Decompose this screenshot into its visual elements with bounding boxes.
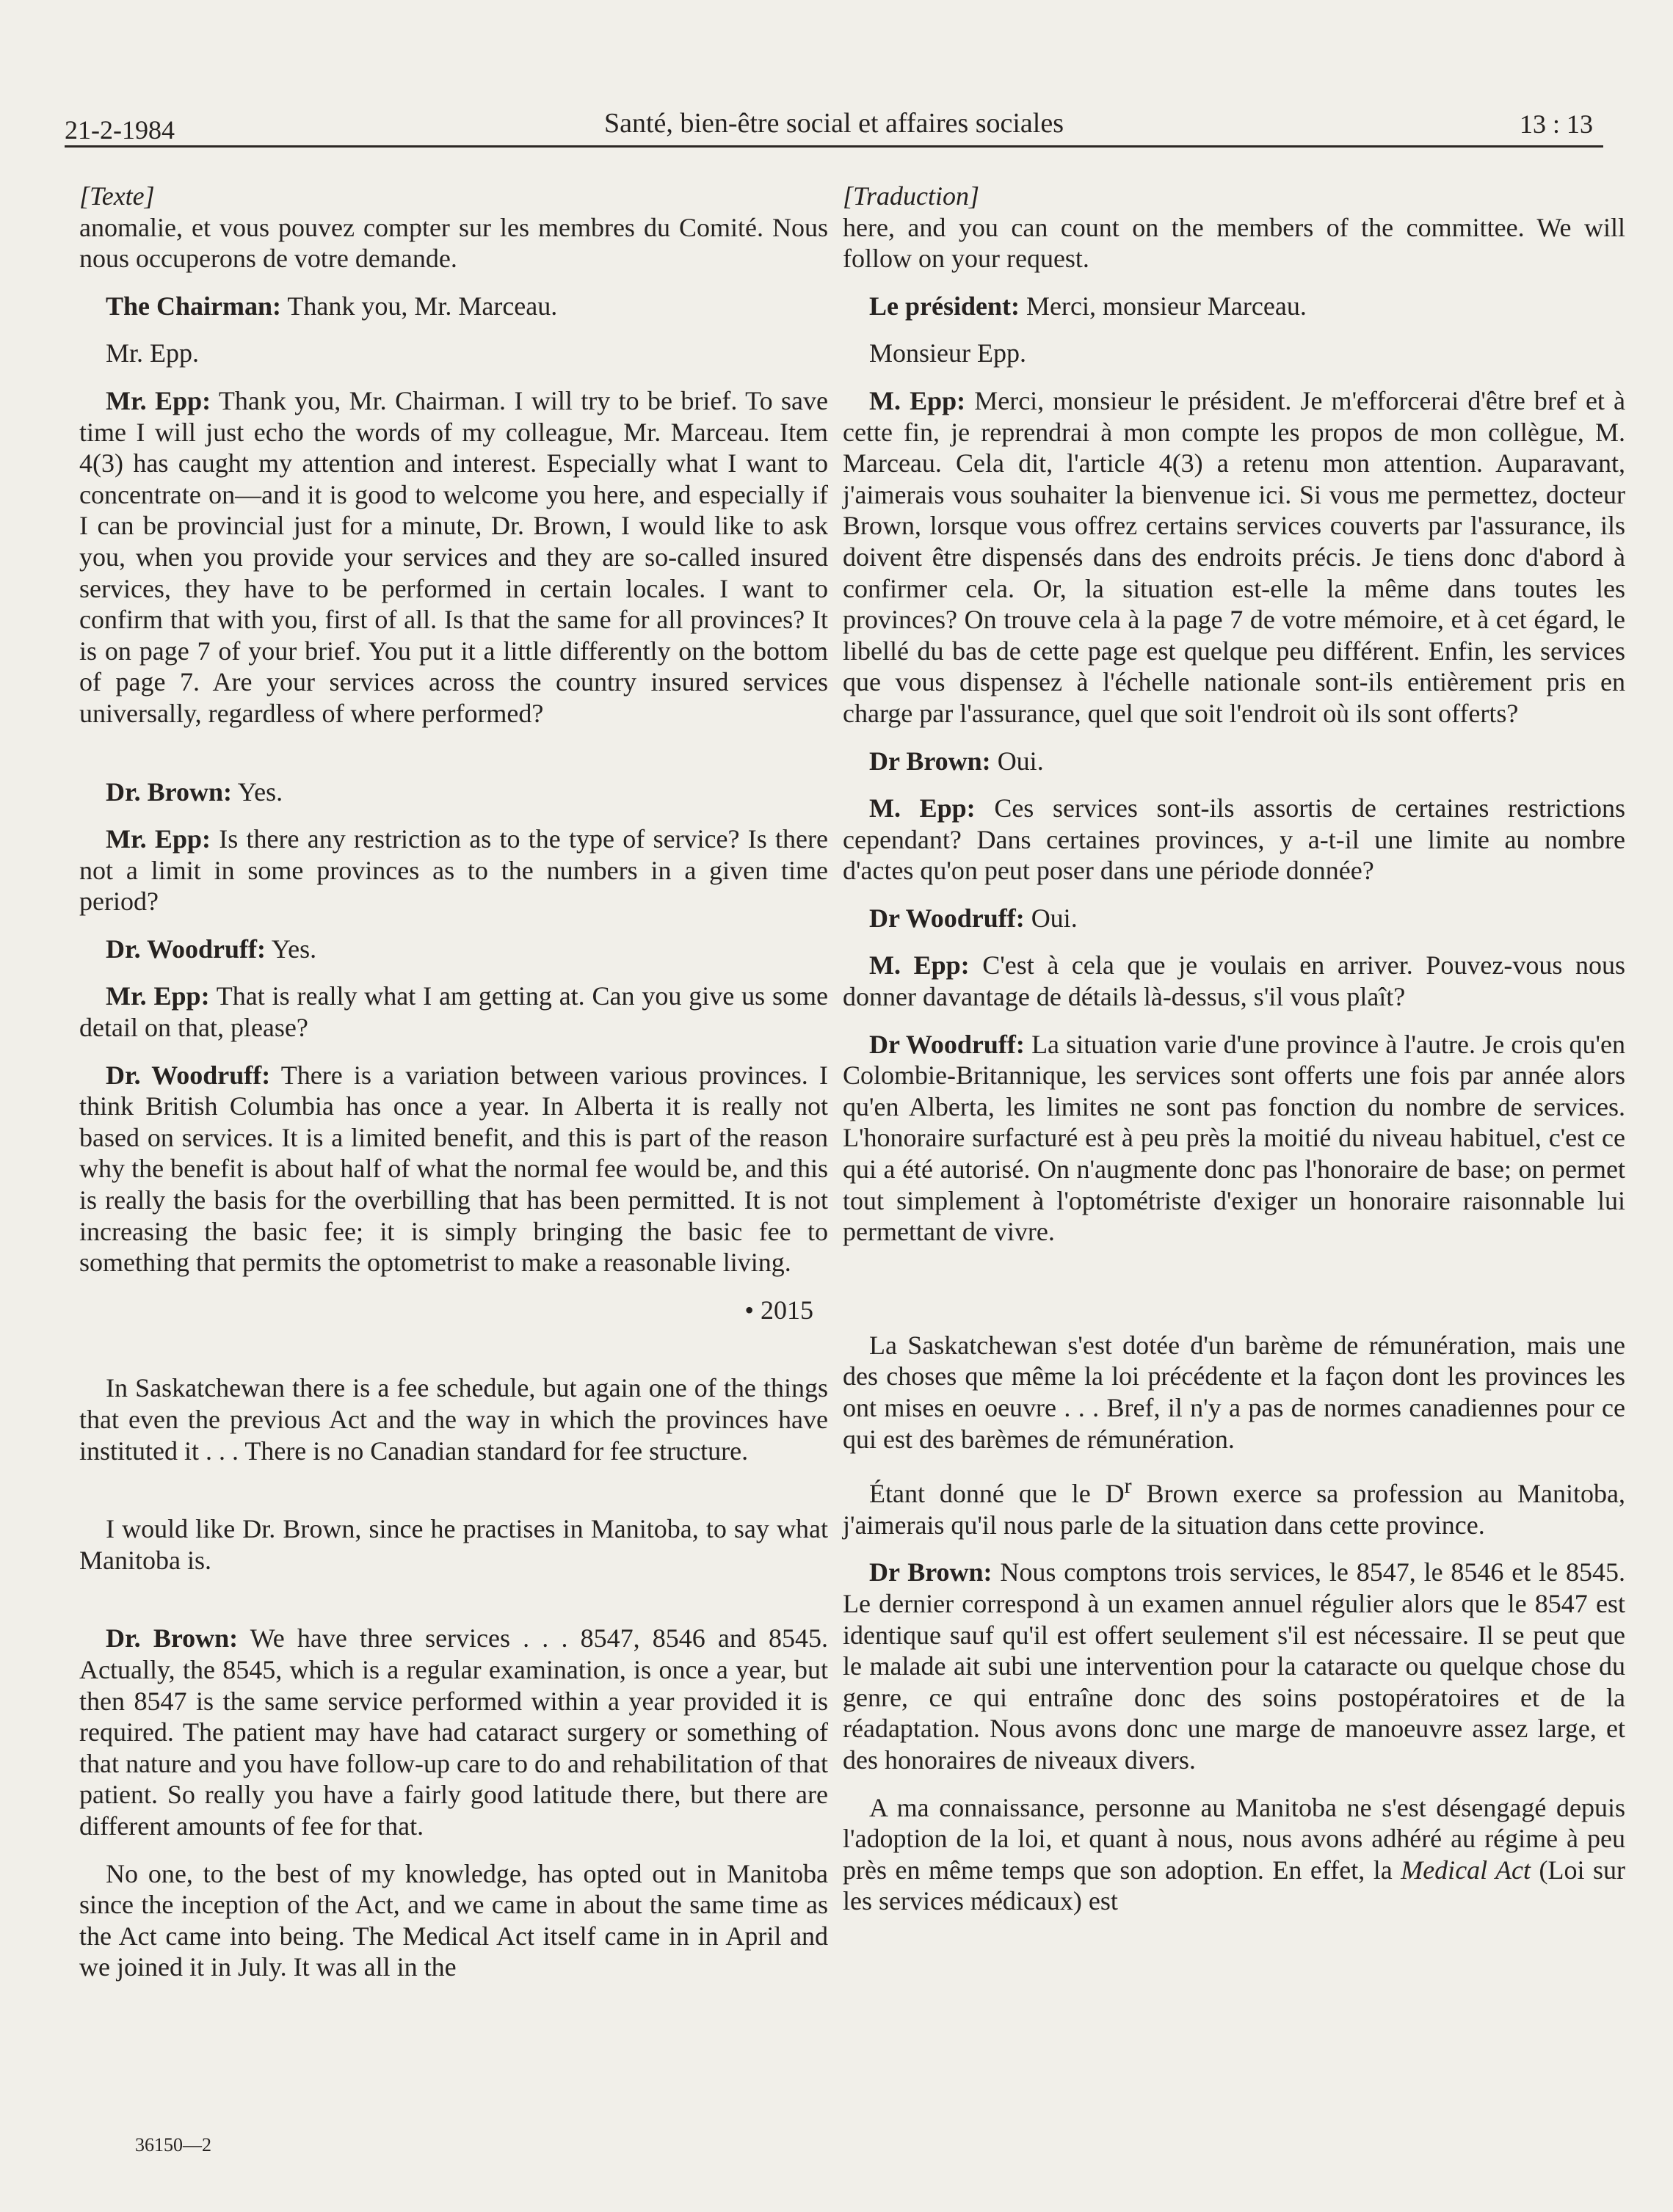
paragraph: anomalie, et vous pouvez compter sur les membres du Comité. Nous nous occuperons de votre demande. xyxy=(79,212,828,274)
speaker-paragraph xyxy=(843,903,1625,934)
paragraph: La Saskatchewan s'est dotée d'un barème de rémunération, mais une des choses que même la loi précédente et la façon dont les provinces les ont mises en oeuvre . . . Bref, il n'y a pas de normes canadiennes pour ce qui est des barèmes de rémunération. xyxy=(843,1330,1625,1454)
speaker-paragraph xyxy=(79,1623,828,1841)
speaker-paragraph xyxy=(843,793,1625,887)
speaker-name: Dr Woodruff: xyxy=(869,1029,1025,1059)
speaker-paragraph xyxy=(79,981,828,1043)
speaker-name: Dr. Woodruff: xyxy=(106,1060,271,1090)
speaker-paragraph xyxy=(843,950,1625,1012)
speaker-name: Le président: xyxy=(869,291,1020,321)
speech-text: There is a variation between various provinces. I think British Columbia has once a year. In Alberta it is really not based on services. It is a limited benefit, and this is part of the reason why the benefit is about half of what the normal fee would be, and this is really the basis for the overbilling that has been permitted. It is not increasing the basic fee; it is simply bringing the basic fee to something that permits the optometrist to make a reasonable living. xyxy=(79,1060,828,1278)
speaker-paragraph xyxy=(79,291,828,322)
column-label: [Traduction] xyxy=(843,181,980,211)
speaker-name: Dr Brown: xyxy=(869,746,991,776)
speech-text: Yes. xyxy=(232,776,283,807)
speech-text: Thank you, Mr. Marceau. xyxy=(281,291,558,321)
speaker-name: Dr. Brown: xyxy=(106,776,233,807)
speaker-name: M. Epp: xyxy=(869,950,970,981)
speech-text: Is there any restriction as to the type of service? Is there not a limit in some provinces as to the numbers in a given time period? xyxy=(79,824,828,917)
print-code: 36150—2 xyxy=(135,2134,211,2155)
italic-title: Medical Act xyxy=(1401,1855,1531,1885)
running-header xyxy=(65,100,1603,148)
speaker-name: Dr Woodruff: xyxy=(869,903,1025,933)
speaker-name: M. Epp: xyxy=(869,793,976,823)
speech-text: C'est à cela que je voulais en arriver. Pouvez-vous nous donner davantage de détails là-dessus, s'il vous plaît? xyxy=(843,950,1625,1012)
column-label: [Texte] xyxy=(79,181,155,211)
speaker-paragraph xyxy=(843,1029,1625,1248)
speaker-name: The Chairman: xyxy=(106,291,282,321)
speaker-name: Mr. Epp: xyxy=(106,824,211,854)
time-marker: • 2015 xyxy=(744,1295,813,1325)
speaker-paragraph xyxy=(843,746,1625,777)
speech-text: Oui. xyxy=(990,746,1044,776)
speaker-name: Dr. Woodruff: xyxy=(106,934,266,964)
right-column xyxy=(843,181,1625,1917)
speech-text: Nous comptons trois services, le 8547, le 8546 et le 8545. Le dernier correspond à un examen annuel régulier alors que le 8547 est identique sauf qu'il est offert seulement s'il est nécessaire. Il se peut que le malade ait subi une intervention pour la cataracte ou quelque chose du genre, ce qui entraîne donc des soins postopératoires et de la réadaptation. Nous avons donc une marge de manoeuvre assez large, et des honoraires de niveaux divers. xyxy=(843,1557,1625,1775)
paragraph: Mr. Epp. xyxy=(106,338,200,368)
paragraph: Étant donné que le $D^r$ Brown exerce sa profession au Manitoba, j'aimerais qu'il nous parle de la situation dans cette province. xyxy=(843,1474,1625,1540)
superscript: r xyxy=(1124,1474,1132,1499)
header-page-number: 13 : 13 xyxy=(1519,109,1593,139)
speech-text: Yes. xyxy=(266,934,317,964)
paragraph: In Saskatchewan there is a fee schedule, but again one of the things that even the previous Act and the way in which the provinces have instituted it . . . There is no Canadian standard for fee structure. xyxy=(79,1373,828,1466)
speech-text: La situation varie d'une province à l'autre. Je crois qu'en Colombie-Britannique, les services sont offerts une fois par année alors qu'en Alberta, les limites ne sont pas fonction du nombre de services. L'honoraire surfacturé est à peu près la moitié du niveau habituel, c'est ce qui a été autorisé. On n'augmente donc pas l'honoraire de base; on permet tout simplement à l'optométriste d'exiger un honoraire raisonnable lui permettant de vivre. xyxy=(843,1029,1625,1247)
speaker-name: Dr. Brown: xyxy=(106,1623,239,1653)
speaker-name: Dr Brown: xyxy=(869,1557,992,1587)
speaker-paragraph xyxy=(843,1557,1625,1775)
speaker-paragraph xyxy=(79,934,828,965)
speech-text: Merci, monsieur Marceau. xyxy=(1019,291,1307,321)
left-column xyxy=(79,181,828,1983)
speech-text: Ces services sont-ils assortis de certaines restrictions cependant? Dans certaines provinces, y a-t-il une limite au nombre d'actes qu'on peut poser dans une période donnée? xyxy=(843,793,1625,886)
header-date: 21-2-1984 xyxy=(65,115,175,145)
speaker-paragraph xyxy=(843,385,1625,730)
speech-text: That is really what I am getting at. Can you give us some detail on that, please? xyxy=(79,981,828,1043)
header-title: Santé, bien-être social et affaires sociales xyxy=(603,108,1064,139)
speaker-paragraph xyxy=(79,776,828,808)
speech-text: Merci, monsieur le président. Je m'efforcerai d'être bref et à cette fin, je reprendrai à mon compte les propos de mon collègue, M. Marceau. Cela dit, l'article 4(3) a retenu mon attention. Auparavant, j'aimerais vous souhaiter la bienvenue ici. Si vous me permettez, docteur Brown, lorsque vous offrez certains services couverts par l'assurance, ils doivent être dispensés dans des endroits précis. Je tiens donc d'abord à confirmer cela. Or, la situation est-elle la même dans toutes les provinces? On trouve cela à la page 7 de votre mémoire, et à cet égard, le libellé du bas de cette page est quelque peu différent. Enfin, les services que vous dispensez à l'échelle nationale sont-ils entièrement pris en charge par l'assurance, quel que soit l'endroit où ils sont offerts? xyxy=(843,385,1625,728)
paragraph: Monsieur Epp. xyxy=(869,338,1026,368)
speaker-paragraph xyxy=(843,291,1625,322)
speaker-name: Mr. Epp: xyxy=(106,981,210,1011)
speaker-paragraph xyxy=(79,385,828,730)
paragraph: A ma connaissance, personne au Manitoba ne s'est désengagé depuis l'adoption de la loi, et quant à nous, nous avons adhéré au régime à peu près en même temps que son adoption. En effet, la Medical Act (Loi sur les services médicaux) est xyxy=(843,1792,1625,1916)
paragraph: No one, to the best of my knowledge, has opted out in Manitoba since the inception of the Act, and we came in about the same time as the Act came into being. The Medical Act itself came in in April and we joined it in July. It was all in the xyxy=(79,1858,828,1982)
speaker-paragraph xyxy=(79,1060,828,1278)
speech-text: We have three services . . . 8547, 8546 and 8545. Actually, the 8545, which is a regular examination, is once a year, but then 8547 is the same service performed within a year provided it is required. The patient may have had cataract surgery or something of that nature and you have follow-up care to do and rehabilitation of that patient. So really you have a fairly good latitude there, but there are different amounts of fee for that. xyxy=(79,1623,828,1841)
paragraph: here, and you can count on the members of the committee. We will follow on your request. xyxy=(843,212,1625,274)
speech-text: Thank you, Mr. Chairman. I will try to be brief. To save time I will just echo the words of my colleague, Mr. Marceau. Item 4(3) has caught my attention and interest. Especially what I want to concentrate on—and it is good to welcome you here, and especially if I can be provincial just for a minute, Dr. Brown, I would like to ask you, when you provide your services and they are so-called insured services, they have to be performed in certain locales. I want to confirm that with you, first of all. Is that the same for all provinces? It is on page 7 of your brief. You put it a little differently on the bottom of page 7. Are your services across the country insured services universally, regardless of where performed? xyxy=(79,385,828,728)
speaker-name: Mr. Epp: xyxy=(106,385,211,415)
speech-text: Oui. xyxy=(1024,903,1078,933)
speaker-name: M. Epp: xyxy=(869,385,966,415)
paragraph: I would like Dr. Brown, since he practises in Manitoba, to say what Manitoba is. xyxy=(79,1514,828,1575)
speaker-paragraph xyxy=(79,823,828,917)
